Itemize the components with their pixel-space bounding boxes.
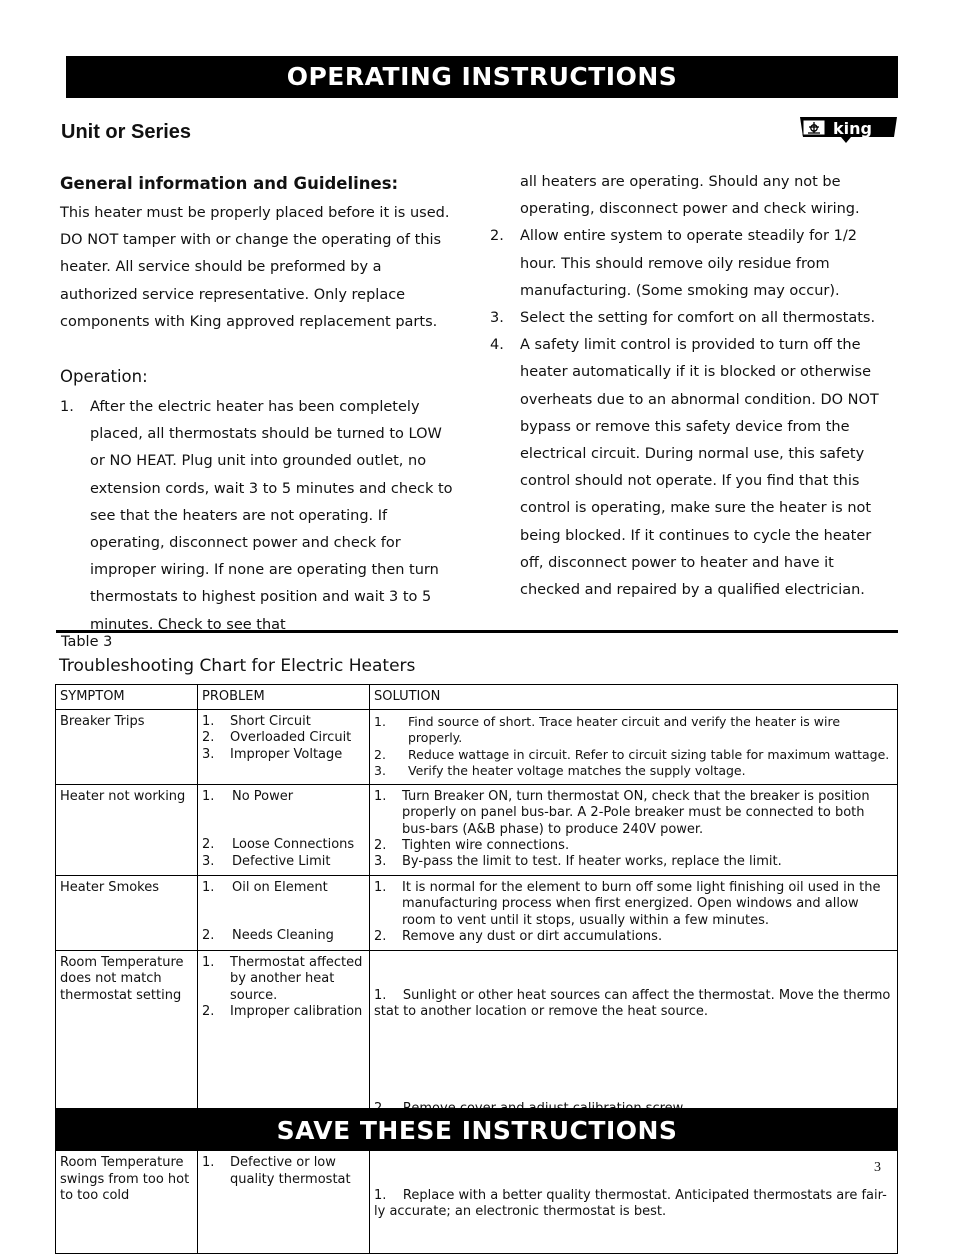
- series-title: Unit or Series: [61, 121, 192, 143]
- table-row: [56, 785, 898, 876]
- operation-heading: Operation:: [60, 367, 148, 387]
- column-header-symptom: SYMPTOM: [56, 685, 198, 710]
- step-number: 3.: [490, 310, 504, 327]
- table-caption: Troubleshooting Chart for Electric Heaters: [59, 656, 416, 676]
- step-item: [490, 305, 898, 332]
- troubleshooting-table: [55, 684, 898, 1254]
- step-text: Select the setting for comfort on all thermostats.: [520, 310, 876, 327]
- solution-cell: 1. Replace with a better quality thermostat. Anticipated thermostats are fair-ly accurate; an electronic thermostat is best.: [370, 1151, 898, 1254]
- left-column: [60, 170, 460, 639]
- table-row: [56, 1151, 898, 1254]
- problem-cell: 1. No Power 2. Loose Connections 3. Defective Limit: [198, 785, 370, 876]
- operation-steps: [60, 394, 460, 639]
- table-row: [56, 710, 898, 785]
- problem-cell: 1. Short Circuit 2. Overloaded Circuit 3. Improper Voltage: [198, 710, 370, 785]
- step-text: After the electric heater has been completely placed, all thermostats should be turned to LOW or NO HEAT. Plug unit into grounded outlet, no extension cords, wait 3 to 5 minutes and check to see that the heaters are not operating. If operating, disconnect power and check for improper wiring. If none are operating then turn thermostats to highest position and wait 3 to 5 minutes. Check to see that: [90, 399, 453, 633]
- table-divider: [56, 630, 898, 633]
- save-instructions-banner: SAVE THESE INSTRUCTIONS: [56, 1108, 898, 1151]
- step-item: [490, 332, 898, 604]
- page-number: 3: [874, 1160, 881, 1175]
- step-item: [490, 223, 898, 305]
- symptom-cell: Heater not working: [56, 785, 198, 876]
- step-continuation: all heaters are operating. Should any not be operating, disconnect power and check wiring.: [520, 174, 860, 218]
- step-number: 1.: [60, 399, 74, 416]
- problem-cell: 1. Thermostat affected by another heat source. 2. Improper calibration: [198, 951, 370, 1151]
- step-text: A safety limit control is provided to turn off the heater automatically if it is blocked or otherwise overheats due to an abnormal condition. DO NOT bypass or remove this safety device from the electrical circuit. During normal use, this safety control should not operate. If you find that this control is operating, make sure the heater is not being blocked. If it continues to cycle the heater off, disconnect power to heater and have it checked and repaired by a qualified electrician.: [520, 337, 879, 599]
- symptom-cell: Room Temperature swings from too hot to too cold: [56, 1151, 198, 1254]
- step-item: [60, 394, 460, 639]
- page-title-banner: OPERATING INSTRUCTIONS: [66, 56, 898, 98]
- king-logo: [800, 115, 897, 144]
- symptom-cell: Room Temperature does not match thermostat setting: [56, 951, 198, 1151]
- column-header-solution: SOLUTION: [370, 685, 898, 710]
- operation-steps-continued: [490, 223, 898, 604]
- solution-cell: 1. Sunlight or other heat sources can affect the thermostat. Move the thermo stat to another location or remove the heat source.: [370, 951, 898, 1151]
- column-header-problem: PROBLEM: [198, 685, 370, 710]
- symptom-cell: Heater Smokes: [56, 876, 198, 951]
- table-label: Table 3: [61, 634, 113, 650]
- step-number: 2.: [490, 228, 504, 245]
- table-row: [56, 876, 898, 951]
- right-column: [490, 169, 898, 604]
- step-number: 4.: [490, 337, 504, 354]
- problem-cell: 1. Defective or low quality thermostat: [198, 1151, 370, 1254]
- solution-cell: 1. It is normal for the element to burn off some light finishing oil used in the manufacturing process when first energized. Open windows and allow room to vent until it stops, usually within a few minutes. 2. Remove any dust or dirt accumulations.: [370, 876, 898, 951]
- solution-cell: 1. Find source of short. Trace heater circuit and verify the heater is wire properly. 2. Reduce wattage in circuit. Refer to circuit sizing table for maximum wattage. 3. Verify the heater voltage matches the supply voltage.: [370, 710, 898, 785]
- symptom-cell: Breaker Trips: [56, 710, 198, 785]
- logo-wordmark: king: [833, 119, 872, 138]
- step-text: Allow entire system to operate steadily for 1/2 hour. This should remove oily residue from manufacturing. (Some smoking may occur).: [520, 228, 857, 299]
- general-body: This heater must be properly placed before it is used. DO NOT tamper with or change the operating of this heater. All service should be preformed by a authorized service representative. Only replace components with King approved replacement parts.: [60, 205, 450, 330]
- general-heading: General information and Guidelines:: [60, 174, 399, 193]
- solution-cell: 1. Turn Breaker ON, turn thermostat ON, check that the breaker is position properly on panel bus-bar. A 2-Pole breaker must be connected to both bus-bars (A&B phase) to produce 240V power. 2. Tighten wire connections. 3. By-pass the limit to test. If heater works, replace the limit.: [370, 785, 898, 876]
- table-header-row: [56, 685, 898, 710]
- problem-cell: 1. Oil on Element 2. Needs Cleaning: [198, 876, 370, 951]
